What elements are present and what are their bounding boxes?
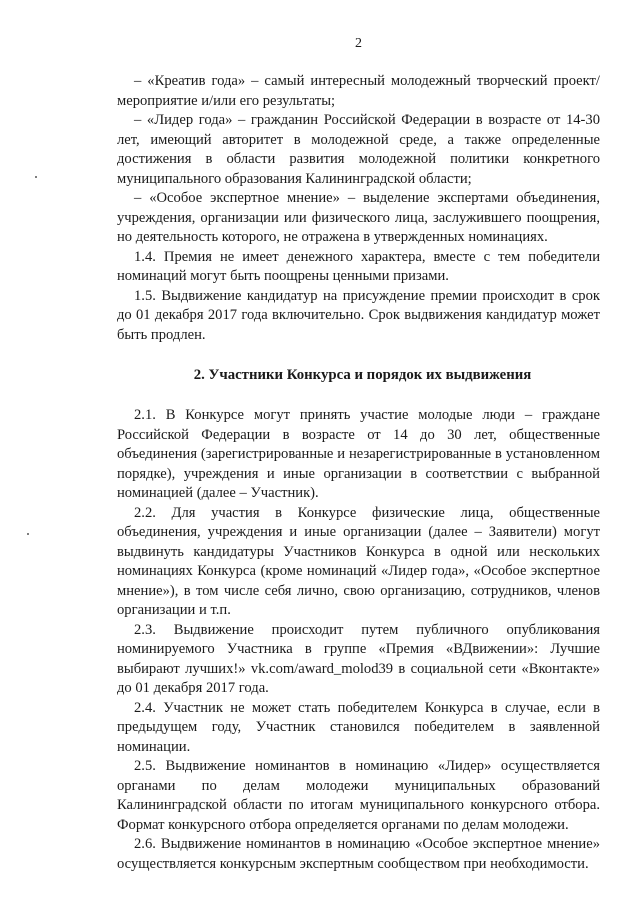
scan-speck: [35, 176, 37, 178]
paragraph-2-4: 2.4. Участник не может стать победителем Конкурса в случае, если в предыдущем году, Участник становился победителем в заявленной номинации.: [117, 699, 600, 755]
paragraph-1-5: 1.5. Выдвижение кандидатур на присуждение премии происходит в срок до 01 декабря 2017 года включительно. Срок выдвижения кандидатур может быть продлен.: [117, 287, 600, 343]
paragraph-leader-of-year: – «Лидер года» – гражданин Российской Федерации в возрасте от 14-30 лет, имеющий авторитет в молодежной среде, а также определенные достижения в области развития молодежной политики конкретного муниципального образования Калининградской области;: [117, 112, 600, 187]
paragraph-2-6: 2.6. Выдвижение номинантов в номинацию «Особое экспертное мнение» осуществляется конкурсным экспертным сообществом при необходимости.: [117, 836, 600, 872]
paragraph-creative-of-year: – «Креатив года» – самый интересный молодежный творческий проект/мероприятие и/или его результаты;: [117, 73, 600, 109]
scan-speck: [27, 533, 29, 535]
paragraph-2-2: 2.2. Для участия в Конкурсе физические лица, общественные объединения, учреждения и иные организации (далее – Заявители) могут выдвинуть кандидатуры Участников Конкурса в одной или нескольких номинациях Конкурса (кроме номинаций «Лидер года», «Особое экспертное мнение»), в том числе себя лично, свою организацию, сотрудников, членов организации и т.п.: [117, 504, 600, 618]
page-number: 2: [355, 36, 362, 51]
paragraph-2-3: 2.3. Выдвижение происходит путем публичного опубликования номинируемого Участника в группе «Премия «ВДвижении»: Лучшие выбирают лучших!» vk.com/award_molod39 в социальной сети «Вконтакте» до 01 декабря 2017 года.: [117, 621, 600, 696]
section-heading: 2. Участники Конкурса и порядок их выдвижения: [193, 367, 532, 383]
paragraph-special-expert-opinion: – «Особое экспертное мнение» – выделение экспертами объединения, учреждения, организации или физического лица, заслужившего поощрения, но деятельность которого, не отражена в утвержденных номинациях.: [117, 190, 600, 245]
paragraph-1-4: 1.4. Премия не имеет денежного характера, вместе с тем победители номинаций могут быть поощрены ценными призами.: [117, 248, 600, 284]
paragraph-2-5: 2.5. Выдвижение номинантов в номинацию «Лидер» осуществляется органами по делам молодежи муниципальных образований Калининградской области по итогам муниципального конкурсного отбора. Формат конкурсного отбора определяется органами по делам молодежи.: [117, 758, 600, 833]
paragraph-2-1: 2.1. В Конкурсе могут принять участие молодые люди – граждане Российской Федерации в возрасте от 14 до 30 лет, общественные объединения (зарегистрированные и незарегистрированные в установленном порядке), учреждения и иные организации в соответствии с выбранной номинацией (далее – Участник).: [117, 407, 600, 501]
